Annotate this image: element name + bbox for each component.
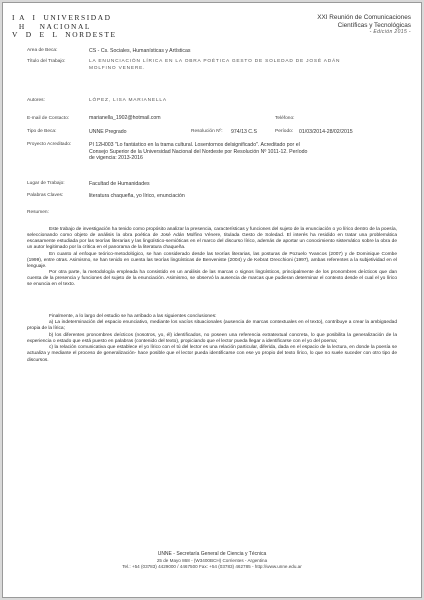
footer-line-2: 25 de Mayo 868 - (W3400BCH) Corrientes - Argentina: [156, 557, 268, 563]
project-value-line-1: PI 12H003 "Lo fantástico en la trama cultural. Losentornos delsignificado". Acreditado por el: [89, 142, 300, 148]
authors-label: Autores:: [27, 98, 45, 103]
area-label: Area de Beca:: [27, 48, 58, 53]
project-value-line-3: de vigencia: 2013-2016: [89, 155, 143, 161]
area-value: CS - Cs. Sociales, Humanísticas y Artísticas: [89, 48, 191, 54]
conclusions-intro: Finalmente, a lo largo del estudio se ha arribado a las siguientes conclusiones:: [49, 314, 217, 319]
beca-type-label: Tipo de Beca:: [27, 129, 57, 134]
document-page: [2, 2, 422, 598]
title-label: Título del Trabajo:: [27, 59, 66, 64]
resolution-label: Resolución Nº:: [191, 129, 223, 134]
period-value: 01/03/2014-28/02/2015: [299, 129, 353, 135]
keywords-label: Palabras Claves:: [27, 193, 64, 198]
logo-line-2: H NACIONAL: [12, 21, 92, 31]
keywords-value: literatura chaqueña, yo lírico, enunciación: [89, 193, 185, 199]
conference-title-line-2: Científicas y Tecnológicas: [337, 21, 411, 29]
conclusion-a: a) La indeterminación del espacio enunciativo, mediante los vacíos situacionales (ausencia de marcas contextuales en el texto), contribuye a crear la ambigüedad propia de la lírica;: [27, 320, 397, 332]
period-label: Período:: [275, 129, 294, 134]
paragraph-method: Por otra parte, la metodología empleada ha consistido en un análisis de las marcas o signos lingüísticos, principalmente de los pronombres deícticos que dan cuenta de la presencia y funciones del sujeto de la enunciación. Asimismo, se observó la ausencia de marcas que pudieran determinar el contexto desde el cual el yo lírico se enuncia en el texto.: [27, 270, 397, 288]
edition-label: - Edición 2015 -: [369, 29, 411, 36]
paragraph-purpose: Este trabajo de investigación ha tenido como propósito analizar la presencia, características y funciones del sujeto de la enunciación o yo lírico dentro de la poesía, seleccionando como objeto de análisis la obra poética de José Adán Molfino Vénere, titulada Gesto de Soledad. El interés ha residido en tratar una problemática escasamente estudiada por las teorías literarias y las lingüístico-semióticas en el marco del discurso lírico, además de aportar un conocimiento sistemático sobre la obra de un autor legitimado por la crítica en el panorama de la literatura chaqueña.: [27, 227, 397, 251]
title-value-line-1: LA ENUNCIACIÓN LÍRICA EN LA OBRA POÉTICA GESTO DE SOLEDAD DE JOSÉ ADÁN: [89, 59, 341, 64]
resolution-value: 974/13 C.S: [231, 129, 257, 135]
title-value-line-2: MOLFINO VENERE.: [89, 65, 146, 71]
email-label: E-mail de Contacto:: [27, 116, 70, 121]
paragraph-approach: En cuanto al enfoque teórico-metodológico, se han considerado desde las teorías literarias, las posturas de Pozuelo Yvancos (2007) y de Dominique Combe (1999), entre otras. Asimismo, se han tenido en cuenta las teorías lingüísticas de Benveniste (2004) y de Kebrat Orecchioni (1997), ambas referentes a la subjetividad en el lenguaje.: [27, 251, 397, 269]
authors-value: LÓPEZ, LISA MARIANELLA: [89, 98, 167, 103]
university-logo-text: [12, 14, 117, 40]
conclusions-block: [27, 314, 397, 364]
summary-body: [27, 227, 397, 289]
footer-line-1: UNNE - Secretaría General de Ciencia y Técnica: [157, 551, 267, 557]
conclusion-b: b) los diferentes pronombres deícticos (nosotros, yo, él) identificados, no poseen una referencia extratextual concreta, lo que posibilita la generalización de la experiencia o estado que está puesto en palabras (contenido del texto), propiciando que el lector pueda llegar a identificarse con el yo del poema;: [27, 332, 397, 344]
logo-line-1: I A I UNIVERSIDAD: [12, 13, 112, 22]
email-value[interactable]: marianella_1902@hotmail.com: [89, 115, 161, 121]
conclusion-c: c) la relación comunicativa que establece el yo lírico con el tú del lector es una relación particular, diferida, dada en el espacio de la lectura, en donde la poesía se actualiza y mediante el proceso de generalización- hace posible que el lector pueda identificarse con ese yo propio del texto lírico, lo que no suele suceder con otro tipo de discursos.: [27, 345, 397, 363]
logo-line-3: V D E L NORDESTE: [12, 30, 117, 40]
page-footer: [3, 552, 421, 569]
project-label: Proyecto Acreditado:: [27, 142, 72, 147]
place-label: Lugar de Trabajo:: [27, 181, 65, 186]
place-value: Facultad de Humanidades: [89, 181, 150, 187]
summary-label: Resumen:: [27, 210, 49, 215]
phone-label: Teléfono:: [275, 116, 295, 121]
conference-title-line-1: XXI Reunión de Comunicaciones: [317, 14, 411, 21]
beca-type-value: UNNE Pregrado: [89, 129, 127, 135]
conference-header: [317, 14, 411, 37]
footer-line-3: Tel.: +54 (03783) 4429000 / 4467500 Fax: +54 (03783) 462785 - http://www.unne.edu.ar: [122, 563, 302, 569]
project-value-line-2: Consejo Superior de la Universidad Nacional del Nordeste por Resolución Nº 1011-12. Período: [89, 148, 308, 155]
